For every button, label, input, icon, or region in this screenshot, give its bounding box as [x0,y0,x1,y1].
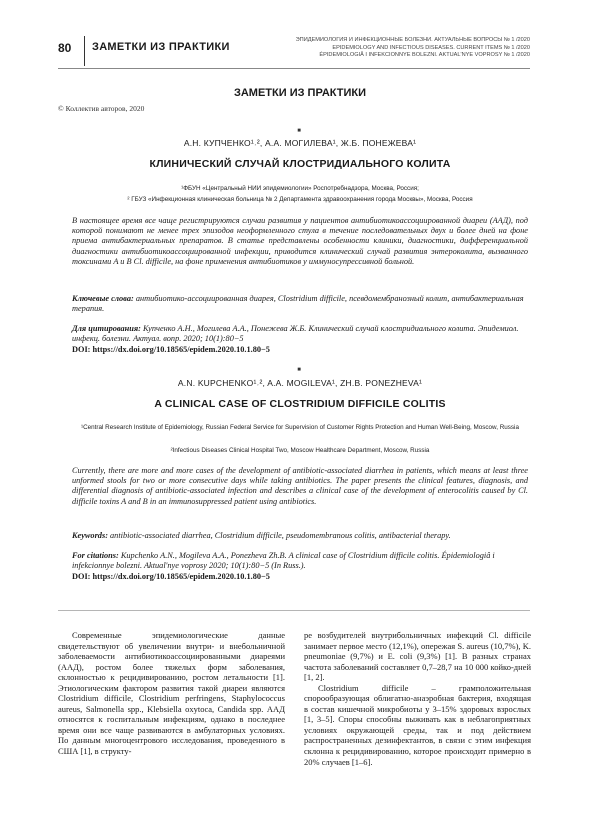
citation-ru [72,324,528,344]
journal-info [296,37,530,60]
affiliation-ru-1: ¹ФБУН «Центральный НИИ эпидемиологии» Роспотребнадзора, Москва, Россия; [181,185,419,192]
section-divider [58,610,530,611]
citation-label-ru: Для цитирования: [72,324,141,333]
abstract-ru: В настоящее время все чаще регистрируются случаи развития у пациентов антибиотикоассоциированной диареи (ААД), под которой понимают не менее трех эпизодов неоформленного стула в течение последовательных двух и более дней на фоне приема антибактериальных препаратов. В статье представлены особенности клиники, диагностики, дифференциальной диагностики антибиотикоассоциированной инфекции, приводится клинический случай развития энтероколита, вызванного токсинами A и B Cl. difficile, на фоне применения антибиотиков у иммуносупрессивной больной. [72,216,528,266]
keywords-label-ru: Ключевые слова: [72,294,134,303]
body-column-left [58,630,285,757]
header-divider [84,36,85,66]
citation-label-en: For citations: [72,551,119,560]
affiliation-ru-2: ² ГБУЗ «Инфекционная клиническая больница № 2 Департамента здравоохранения города Москвы», Москва, Россия [127,196,473,203]
journal-line-translit: ÉPIDEMIOLOGIÂ I INFEKCIONNYE BOLEZNI. AKTUAL'NYE VOPROSY № 1 /2020 [319,52,530,59]
abstract-en: Currently, there are more and more cases of the development of antibiotic-associated diarrhea in patients, which means at least three unformed stools for two or more consecutive days while taking antibiotics. The paper presents the clinical features, diagnosis, and differential diagnosis of antibiotic-associated infection and describes a clinical case of the development of enterocolitis caused by Cl. difficile toxins A and B in an immunosuppressed patient using antibiotics. [72,466,528,506]
article-title-ru: КЛИНИЧЕСКИЙ СЛУЧАЙ КЛОСТРИДИАЛЬНОГО КОЛИТА [149,158,451,170]
citation-en [72,551,528,571]
page-number: 80 [58,41,72,55]
authors-ru: А.Н. КУПЧЕНКО¹˒², А.А. МОГИЛЕВА¹, Ж.Б. ПОНЕЖЕВА¹ [183,138,417,148]
body-paragraph: Современные эпидемиологические данные свидетельствуют об увеличении внутри- и внебольничной заболеваемости антибиотикоассоциированными диареями (ААД), ростом более тяжелых форм заболевания, склонностью к рецидивированию, ростом летальности [1]. Этиологическим фактором развития такой диареи являются Clostridium difficile, Clostridium perfringens, Staphylococcus aureus, Salmonella spp., Klebsiella oxytoca, Candida spp. ААД относятся к госпитальным инфекциям, однако в последнее время они все чаще развиваются в амбулаторных условиях. По данным многоцентрового исследования, проведенного в США [1], в структу- [58,630,285,757]
citation-text-en: Kupchenko A.N., Mogileva A.A., Ponezheva Zh.B. A clinical case of Clostridium difficile colitis. Épidemiologiâ i infekcionnye bolezni. Aktual'nye voprosy 2020; 10(1):80−5 (In Russ.). [72,551,495,571]
rubric-title: ЗАМЕТКИ ИЗ ПРАКТИКИ [233,87,367,99]
citation-text-ru: Купченко А.Н., Могилева А.А., Понежева Ж.Б. Клинический случай клостридиального колита. Эпидемиол. инфекц. болезни. Актуал. вопр. 2020; 10(1):80−5 [72,324,519,344]
copyright: © Коллектив авторов, 2020 [58,104,145,113]
keywords-ru [72,294,528,314]
authors-en: A.N. KUPCHENKO¹˒², A.A. MOGILEVA¹, ZH.B. PONEZHEVA¹ [177,378,423,388]
running-section-title: ЗАМЕТКИ ИЗ ПРАКТИКИ [92,41,230,53]
journal-line-en: EPIDEMIOLOGY AND INFECTIOUS DISEASES. CURRENT ITEMS № 1 /2020 [332,44,530,51]
keywords-text-en: antibiotic-associated diarrhea, Clostridium difficile, pseudomembranous colitis, antibacterial therapy. [110,531,451,540]
body-paragraph: Clostridium difficile – грамположительная спорообразующая облигатно-анаэробная бактерия, входящая в состав кишечной микробиоты у 3–15% здоровых взрослых [1, 3–5]. Споры способны выживать как в неблагоприятных условиях окружающей среды, так и под действием распространенных дезинфектантов, в связи с этим инфекция склонна к рецидивированию, которое происходит примерно в 20% случаев [1–6]. [304,682,531,767]
doi-en: DOI: https://dx.doi.org/10.18565/epidem.2020.10.1.80−5 [72,572,270,581]
keywords-en [72,531,528,541]
keywords-text-ru: антибиотико-ассоциированная диарея, Clostridium difficile, псевдомембранозный колит, антибактериальная терапия. [72,294,524,314]
affiliation-en-2: ²Infectious Diseases Clinical Hospital Two, Moscow Healthcare Department, Moscow, Russia [170,447,430,454]
keywords-label-en: Keywords: [72,531,108,540]
article-title-en: A CLINICAL CASE OF CLOSTRIDIUM DIFFICILE COLITIS [154,398,446,410]
journal-line-ru: ЭПИДЕМИОЛОГИЯ И ИНФЕКЦИОННЫЕ БОЛЕЗНИ. АКТУАЛЬНЫЕ ВОПРОСЫ № 1 /2020 [295,37,530,43]
affiliation-en-1: ¹Central Research Institute of Epidemiology, Russian Federal Service for Supervision of Customer Rights Protection and Human Well-Being, Moscow, Russia [81,424,519,431]
header-rule [58,68,530,69]
body-column-right [304,630,531,767]
doi-ru: DOI: https://dx.doi.org/10.18565/epidem.2020.10.1.80−5 [72,345,270,354]
square-marker-icon: ■ [297,367,301,373]
body-paragraph: ре возбудителей внутрибольничных инфекций Cl. difficile занимает первое место (12,1%), опережая S. aureus (10,7%), K. pneumoniae (9,7%) и E. coli (9,3%) [1]. В разных странах частота заболеваний составляет 0,7–28,7 на 10 000 койко-дней [1, 2]. [304,630,531,683]
square-marker-icon: ■ [297,128,301,134]
